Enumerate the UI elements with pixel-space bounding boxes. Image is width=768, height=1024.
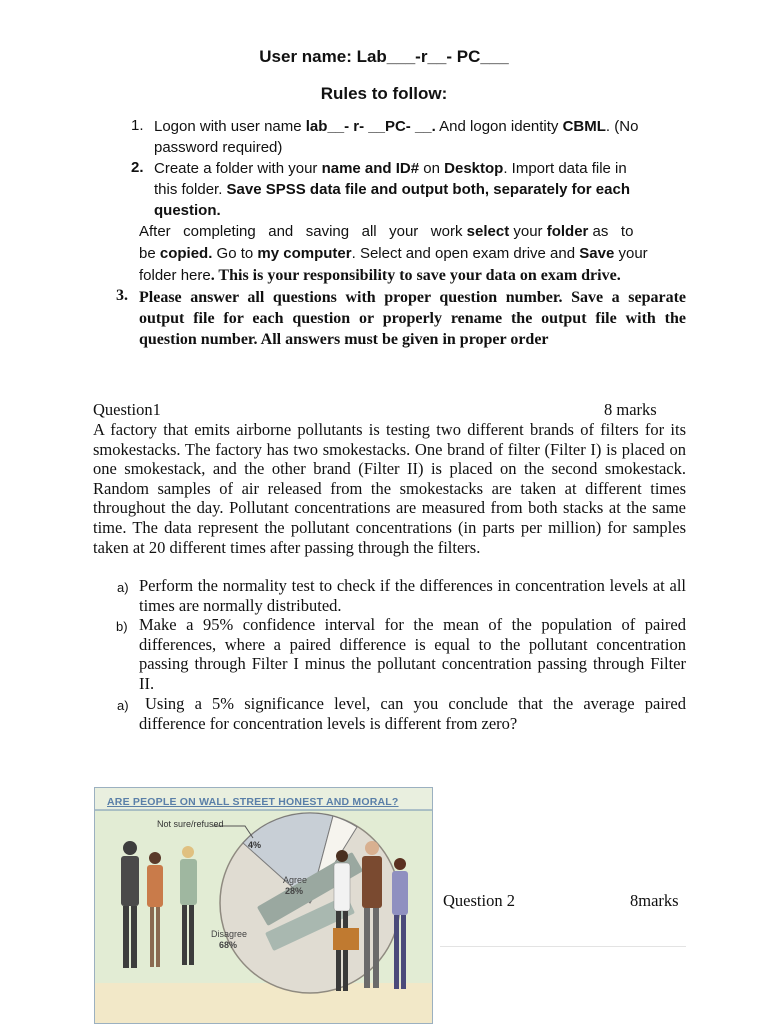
divider-line xyxy=(440,946,686,947)
part-b-label: b) xyxy=(116,619,128,634)
part-a-label: a) xyxy=(117,580,129,595)
question-1-label: Question1 xyxy=(93,400,161,419)
rule-3-number: 3. xyxy=(116,287,128,304)
not-sure-label: Not sure/refused xyxy=(157,819,224,829)
agree-value: 28% xyxy=(285,886,304,896)
part-a-text: Perform the normality test to check if the differences in concentration levels at all times are normally distributed. xyxy=(139,576,686,615)
rule-2-number: 2. xyxy=(131,159,144,176)
question-1-body: A factory that emits airborne pollutants is testing two different brands of filters for its smokestacks. The factory has two smokestacks. One brand of filter (Filter I) is placed on one smokestack, and the other brand (Filter II) is placed on the second smokestack. Random samples of air released from the smokestacks are taken at different times throughout the day. Pollutant concentrations are measured from both stacks at the same time. The data represent the pollutant concentrations (in parts per million) for samples taken at 20 different times after passing through the filters. xyxy=(93,420,686,557)
not-sure-value: 4% xyxy=(248,840,262,850)
agree-label: Agree xyxy=(283,875,308,885)
figure-title: ARE PEOPLE ON WALL STREET HONEST AND MORAL? xyxy=(107,796,399,808)
figure-illustration xyxy=(95,788,432,1023)
rule-3: Please answer all questions with proper question number. Save a separate output file for each question or properly rename the output file with the question number. All answers must be given in proper order xyxy=(139,289,686,348)
rule-1-number: 1. xyxy=(131,117,144,134)
people-left xyxy=(121,841,197,968)
part-c-label: a) xyxy=(117,698,129,713)
disagree-value: 68% xyxy=(219,940,238,950)
question-2-label: Question 2 xyxy=(443,891,515,910)
rule-1: Logon with user name lab__- r- __PC- __. And logon identity CBML. (No password required) xyxy=(154,118,639,156)
rule-2-continued: After completing and saving all your work select your folder as to be copied. Go to my computer. Select and open exam drive and Save your folder here. This is your responsibility to save your data on exam drive. xyxy=(139,223,648,284)
rule-2: Create a folder with your name and ID# on Desktop. Import data file in this folder. Save SPSS data file and output both, separately for each question. xyxy=(154,160,630,219)
username-line: User name: Lab___-r__- PC___ xyxy=(259,47,509,66)
part-c-text: Using a 5% significance level, can you conclude that the average paired difference for concentration levels is different from zero? xyxy=(139,694,686,733)
disagree-label: Disagree xyxy=(211,929,248,939)
part-b-text: Make a 95% confidence interval for the mean of the population of paired differences, where a paired difference is equal to the pollutant concentration passing through Filter I minus the pollutant concentration passing through Filter II. xyxy=(139,615,686,693)
wall-street-figure xyxy=(94,787,433,1024)
rules-title: Rules to follow: xyxy=(320,84,448,103)
question-2-marks: 8marks xyxy=(630,891,679,910)
question-1-marks: 8 marks xyxy=(604,400,657,419)
